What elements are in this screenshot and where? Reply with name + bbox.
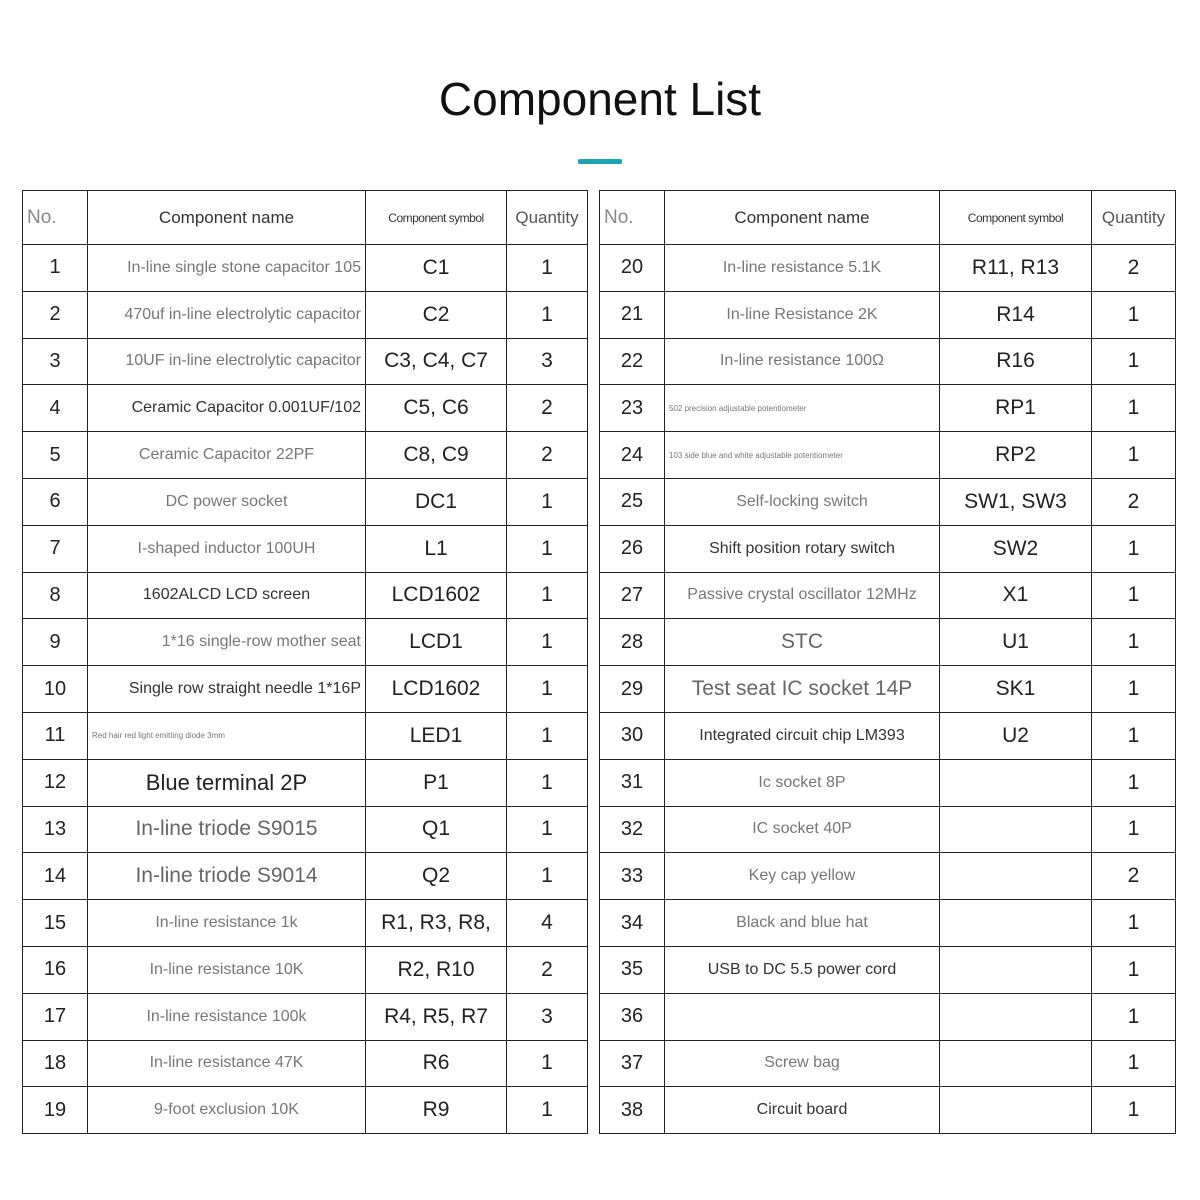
column-divider [588,572,600,619]
row-number: 10 [23,666,88,713]
component-name: 470uf in-line electrolytic capacitor [88,291,366,338]
component-symbol: SW2 [940,525,1092,572]
component-symbol: R11, R13 [940,245,1092,292]
column-divider [588,853,600,900]
component-name: USB to DC 5.5 power cord [665,946,940,993]
component-name: In-line resistance 47K [88,1040,366,1087]
component-name: I-shaped inductor 100UH [88,525,366,572]
table-row [23,525,1176,572]
component-name: In-line single stone capacitor 105 [88,245,366,292]
row-number: 19 [23,1087,88,1134]
row-number: 1 [23,245,88,292]
component-name: 502 precision adjustable potentiometer [665,385,940,432]
component-quantity: 1 [507,245,588,292]
page-title: Component List [438,73,762,125]
column-divider [588,525,600,572]
component-quantity: 1 [1092,806,1176,853]
component-quantity: 1 [1092,525,1176,572]
column-divider [588,1087,600,1134]
row-number: 13 [23,806,88,853]
component-quantity: 1 [1092,946,1176,993]
column-divider [588,946,600,993]
component-quantity: 3 [507,993,588,1040]
component-quantity: 3 [507,338,588,385]
component-symbol: SW1, SW3 [940,478,1092,525]
table-row [23,478,1176,525]
header-quantity-left: Quantity [507,191,588,245]
component-quantity: 2 [1092,853,1176,900]
component-quantity: 1 [1092,291,1176,338]
header-name-right: Component name [665,191,940,245]
component-table [22,190,1176,1134]
component-name: Screw bag [665,1040,940,1087]
component-quantity: 1 [507,525,588,572]
row-number: 28 [600,619,665,666]
table-row [23,385,1176,432]
component-symbol: P1 [366,759,507,806]
component-name: Ceramic Capacitor 22PF [88,432,366,479]
column-divider [588,1040,600,1087]
row-number: 37 [600,1040,665,1087]
row-number: 29 [600,666,665,713]
table-row [23,806,1176,853]
component-quantity: 4 [507,900,588,947]
header-quantity-right: Quantity [1092,191,1176,245]
component-symbol: C8, C9 [366,432,507,479]
row-number: 14 [23,853,88,900]
component-name: In-line triode S9014 [88,853,366,900]
component-name: In-line resistance 10K [88,946,366,993]
component-symbol: SK1 [940,666,1092,713]
table-row [23,900,1176,947]
component-name: Integrated circuit chip LM393 [665,712,940,759]
component-name: STC [665,619,940,666]
row-number: 23 [600,385,665,432]
component-symbol: DC1 [366,478,507,525]
component-symbol: R2, R10 [366,946,507,993]
component-name: In-line resistance 5.1K [665,245,940,292]
component-symbol: R16 [940,338,1092,385]
component-symbol [940,993,1092,1040]
row-number: 3 [23,338,88,385]
component-quantity: 1 [1092,759,1176,806]
column-divider [588,291,600,338]
table-row [23,712,1176,759]
row-number: 7 [23,525,88,572]
column-divider [588,385,600,432]
table-row [23,666,1176,713]
component-symbol [940,900,1092,947]
table-row [23,291,1176,338]
row-number: 34 [600,900,665,947]
component-symbol: C3, C4, C7 [366,338,507,385]
component-symbol [940,946,1092,993]
row-number: 20 [600,245,665,292]
component-quantity: 1 [1092,432,1176,479]
component-name: Single row straight needle 1*16P [88,666,366,713]
component-name: Passive crystal oscillator 12MHz [665,572,940,619]
component-quantity: 1 [1092,572,1176,619]
row-number: 15 [23,900,88,947]
row-number: 26 [600,525,665,572]
row-number: 21 [600,291,665,338]
component-symbol: R9 [366,1087,507,1134]
component-symbol: LED1 [366,712,507,759]
component-quantity: 2 [1092,478,1176,525]
column-divider [588,478,600,525]
row-number: 36 [600,993,665,1040]
column-divider [588,993,600,1040]
row-number: 30 [600,712,665,759]
header-name-left: Component name [88,191,366,245]
component-quantity: 1 [1092,993,1176,1040]
row-number: 35 [600,946,665,993]
component-symbol: C5, C6 [366,385,507,432]
component-name: Blue terminal 2P [88,759,366,806]
component-symbol: C1 [366,245,507,292]
row-number: 27 [600,572,665,619]
component-quantity: 1 [507,291,588,338]
header-no-left: No. [23,191,88,245]
header-row [23,191,1176,245]
component-symbol: RP1 [940,385,1092,432]
component-name: Red hair red light emitting diode 3mm [88,712,366,759]
component-name: Ic socket 8P [665,759,940,806]
component-quantity: 2 [507,946,588,993]
header-no-right: No. [600,191,665,245]
component-symbol [940,853,1092,900]
component-quantity: 1 [507,1040,588,1087]
table-row [23,572,1176,619]
row-number: 32 [600,806,665,853]
component-name: In-line resistance 100k [88,993,366,1040]
component-quantity: 1 [507,1087,588,1134]
row-number: 8 [23,572,88,619]
component-symbol [940,806,1092,853]
component-symbol: LCD1602 [366,572,507,619]
component-quantity: 1 [507,478,588,525]
component-quantity: 2 [507,385,588,432]
row-number: 6 [23,478,88,525]
column-divider [588,666,600,713]
table-row [23,1087,1176,1134]
component-symbol: LCD1602 [366,666,507,713]
component-symbol: C2 [366,291,507,338]
component-symbol: U2 [940,712,1092,759]
component-quantity: 1 [1092,900,1176,947]
table-row [23,1040,1176,1087]
component-name: In-line Resistance 2K [665,291,940,338]
component-quantity: 1 [1092,712,1176,759]
component-symbol: X1 [940,572,1092,619]
row-number: 38 [600,1087,665,1134]
column-divider [588,338,600,385]
component-name: DC power socket [88,478,366,525]
component-quantity: 1 [1092,385,1176,432]
component-name: In-line resistance 100Ω [665,338,940,385]
row-number: 4 [23,385,88,432]
component-name [665,993,940,1040]
component-quantity: 1 [507,759,588,806]
component-quantity: 1 [1092,1040,1176,1087]
component-symbol: R4, R5, R7 [366,993,507,1040]
table-row [23,619,1176,666]
component-symbol: R1, R3, R8, [366,900,507,947]
row-number: 22 [600,338,665,385]
component-name: 1602ALCD LCD screen [88,572,366,619]
component-name: Black and blue hat [665,900,940,947]
row-number: 2 [23,291,88,338]
component-quantity: 2 [507,432,588,479]
component-name: In-line resistance 1k [88,900,366,947]
row-number: 25 [600,478,665,525]
row-number: 31 [600,759,665,806]
component-quantity: 1 [1092,338,1176,385]
component-name: 9-foot exclusion 10K [88,1087,366,1134]
component-name: Self-locking switch [665,478,940,525]
component-name: 1*16 single-row mother seat [88,619,366,666]
component-name: 10UF in-line electrolytic capacitor [88,338,366,385]
table-row [23,853,1176,900]
component-quantity: 1 [507,572,588,619]
component-name: In-line triode S9015 [88,806,366,853]
row-number: 5 [23,432,88,479]
row-number: 17 [23,993,88,1040]
component-quantity: 1 [1092,619,1176,666]
column-divider [588,191,600,245]
title-accent-bar [578,159,622,164]
component-name: Circuit board [665,1087,940,1134]
column-divider [588,759,600,806]
column-divider [588,806,600,853]
row-number: 18 [23,1040,88,1087]
component-quantity: 1 [1092,1087,1176,1134]
component-symbol: U1 [940,619,1092,666]
component-symbol: R6 [366,1040,507,1087]
component-name: Shift position rotary switch [665,525,940,572]
column-divider [588,432,600,479]
component-quantity: 1 [507,806,588,853]
component-quantity: 1 [507,666,588,713]
component-symbol: Q2 [366,853,507,900]
component-quantity: 1 [1092,666,1176,713]
header-symbol-right: Component symbol [940,191,1092,245]
component-quantity: 1 [507,853,588,900]
component-name: Test seat IC socket 14P [665,666,940,713]
component-symbol: Q1 [366,806,507,853]
column-divider [588,619,600,666]
column-divider [588,712,600,759]
component-quantity: 1 [507,712,588,759]
table-row [23,432,1176,479]
component-symbol: R14 [940,291,1092,338]
row-number: 11 [23,712,88,759]
component-quantity: 1 [507,619,588,666]
table-row [23,245,1176,292]
component-symbol: LCD1 [366,619,507,666]
header-symbol-left: Component symbol [366,191,507,245]
component-name: 103 side blue and white adjustable potentiometer [665,432,940,479]
column-divider [588,245,600,292]
table-row [23,338,1176,385]
row-number: 12 [23,759,88,806]
component-symbol [940,1087,1092,1134]
row-number: 33 [600,853,665,900]
table-row [23,759,1176,806]
component-symbol [940,759,1092,806]
component-quantity: 2 [1092,245,1176,292]
table-row [23,993,1176,1040]
component-name: Key cap yellow [665,853,940,900]
column-divider [588,900,600,947]
component-name: IC socket 40P [665,806,940,853]
component-symbol: RP2 [940,432,1092,479]
component-symbol [940,1040,1092,1087]
component-name: Ceramic Capacitor 0.001UF/102 [88,385,366,432]
row-number: 9 [23,619,88,666]
table-row [23,946,1176,993]
row-number: 16 [23,946,88,993]
row-number: 24 [600,432,665,479]
component-symbol: L1 [366,525,507,572]
